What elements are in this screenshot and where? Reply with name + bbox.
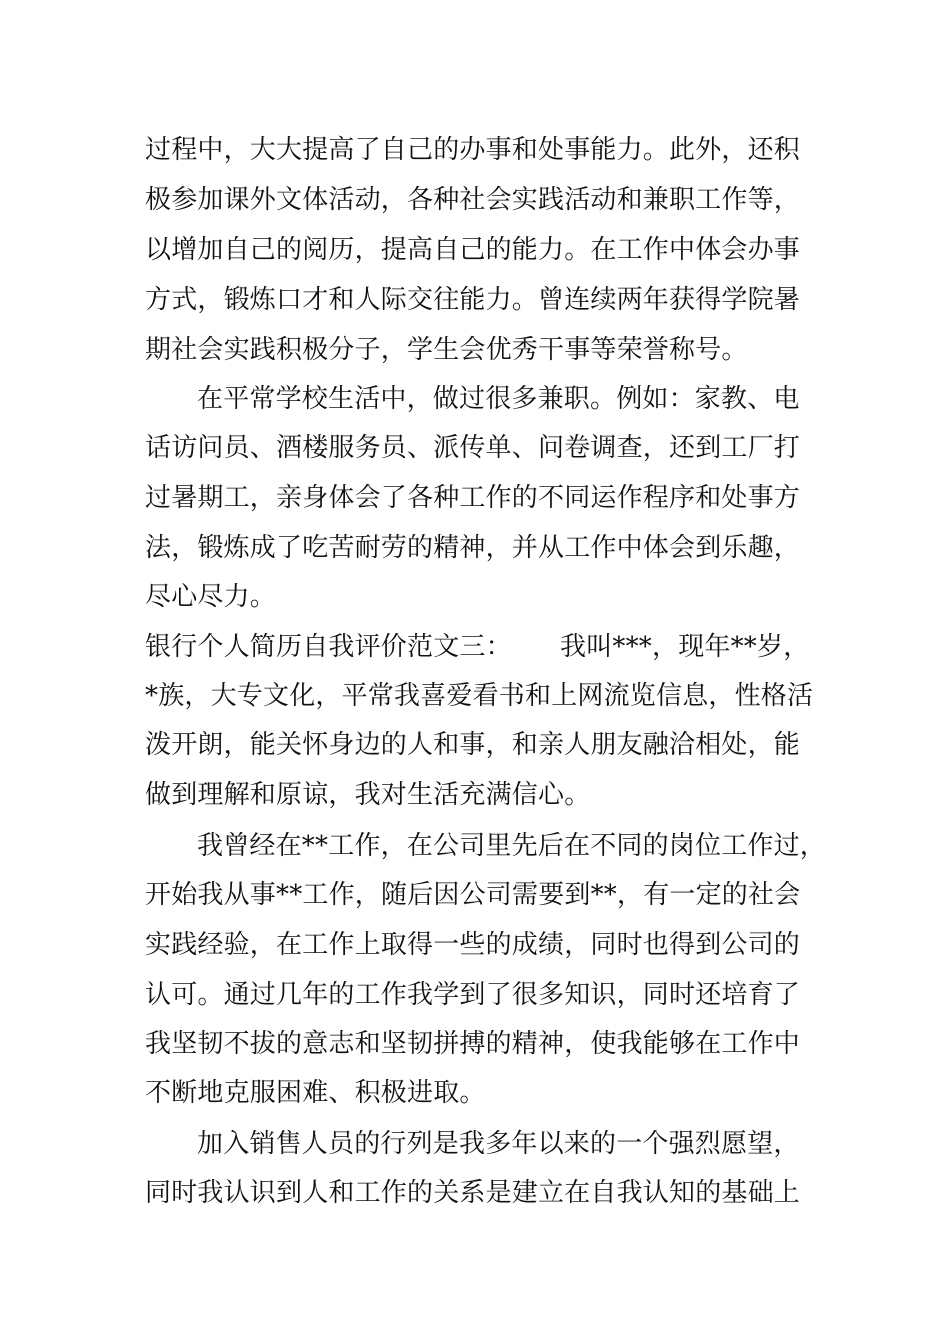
text-line: 同时我认识到人和工作的关系是建立在自我认知的基础上 xyxy=(145,1178,801,1208)
text-line: 做到理解和原谅，我对生活充满信心。 xyxy=(145,780,591,810)
text-line: 过暑期工，亲身体会了各种工作的不同运作程序和处事方 xyxy=(145,483,801,513)
text-line: 方式，锻炼口才和人际交往能力。曾连续两年获得学院暑 xyxy=(145,285,801,315)
text-line: 法，锻炼成了吃苦耐劳的精神，并从工作中体会到乐趣， xyxy=(145,533,801,563)
text-line: 我叫***，现年**岁， xyxy=(560,632,810,662)
text-line: 过程中，大大提高了自己的办事和处事能力。此外，还积 xyxy=(145,135,801,165)
section-heading: 银行个人简历自我评价范文三： xyxy=(145,632,512,662)
text-line: 不断地克服困难、积极进取。 xyxy=(145,1078,486,1108)
paragraph-first-line: 在平常学校生活中，做过很多兼职。例如：家教、电 xyxy=(197,384,800,414)
text-line: 我坚韧不拔的意志和坚韧拼搏的精神，使我能够在工作中 xyxy=(145,1029,801,1059)
text-line: 开始我从事**工作，随后因公司需要到**，有一定的社会 xyxy=(145,880,801,910)
text-line: *族，大专文化，平常我喜爱看书和上网流览信息，性格活 xyxy=(145,681,814,711)
paragraph-first-line: 加入销售人员的行列是我多年以来的一个强烈愿望， xyxy=(197,1129,800,1159)
text-line: 尽心尽力。 xyxy=(145,582,277,612)
text-line: 期社会实践积极分子，学生会优秀干事等荣誉称号。 xyxy=(145,335,748,365)
text-line: 实践经验，在工作上取得一些的成绩，同时也得到公司的 xyxy=(145,930,801,960)
text-line: 话访问员、酒楼服务员、派传单、问卷调查，还到工厂打 xyxy=(145,433,801,463)
text-line: 极参加课外文体活动，各种社会实践活动和兼职工作等， xyxy=(145,185,801,215)
text-line: 以增加自己的阅历，提高自己的能力。在工作中体会办事 xyxy=(145,235,801,265)
paragraph-first-line: 我曾经在**工作，在公司里先后在不同的岗位工作过， xyxy=(197,831,827,861)
text-line: 泼开朗，能关怀身边的人和事，和亲人朋友融洽相处，能 xyxy=(145,730,801,760)
text-line: 认可。通过几年的工作我学到了很多知识，同时还培育了 xyxy=(145,980,801,1010)
